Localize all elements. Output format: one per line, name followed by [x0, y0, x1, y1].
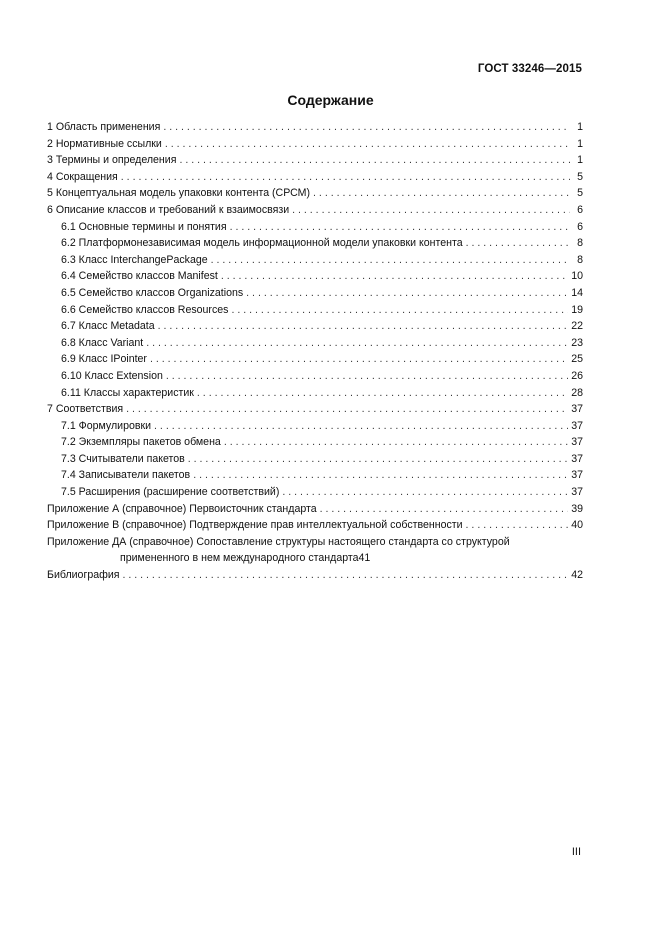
toc-entry[interactable] [47, 418, 583, 435]
dot-leader [230, 219, 570, 236]
toc-entry-text: 7.2 Экземпляры пакетов обмена [61, 436, 221, 449]
toc-entry-page: 41 [358, 552, 371, 565]
toc-entry-text: 4 Сокращения [47, 170, 118, 183]
toc-entry-text: Библиография [47, 569, 120, 582]
dot-leader [163, 119, 570, 136]
toc-entry-page: 25 [571, 353, 583, 366]
toc-entry[interactable] [47, 252, 583, 269]
toc-entry[interactable] [47, 185, 583, 202]
toc-entry[interactable] [47, 368, 583, 385]
toc-entry[interactable] [47, 434, 583, 451]
toc-entry-page: 1 [577, 154, 583, 167]
toc-entry-page: 28 [571, 386, 583, 399]
toc-entry-page: 37 [571, 469, 583, 482]
toc-entry-page: 26 [571, 369, 583, 382]
toc-entry-text: 1 Область применения [47, 121, 161, 133]
toc-entry-text: 3 Термины и определения [47, 154, 177, 167]
toc-entry[interactable] [47, 152, 583, 169]
dot-leader [211, 252, 570, 269]
toc-entry-page: 37 [571, 403, 583, 416]
dot-leader [320, 501, 569, 518]
dot-leader [231, 302, 568, 319]
toc-entry-page: 22 [571, 320, 583, 333]
toc-entry[interactable] [47, 119, 583, 136]
toc-entry-text: 7.5 Расширения (расширение соответствий) [61, 486, 280, 499]
toc-entry[interactable] [47, 285, 583, 302]
toc-entry-text: Приложение А (справочное) Первоисточник стандарта [47, 502, 317, 515]
toc-entry-text: 2 Нормативные ссылки [47, 137, 162, 150]
toc-entry[interactable] [47, 302, 583, 319]
toc-entry[interactable] [47, 351, 583, 368]
toc-entry-page: 1 [577, 121, 583, 133]
toc-entry[interactable] [47, 517, 583, 534]
dot-leader [179, 152, 570, 169]
dot-leader [197, 385, 568, 402]
toc-entry[interactable] [47, 202, 583, 219]
toc-entry-page: 5 [577, 170, 583, 183]
toc-entry[interactable] [47, 169, 583, 186]
toc-entry-text-cont: примененного в нем международного стандарта [120, 552, 359, 565]
toc-entry-appendix-da[interactable] [47, 534, 583, 567]
toc-entry-text: 6.5 Семейство классов Organizations [61, 286, 244, 299]
dot-leader [146, 335, 568, 352]
toc-entry-text: 7.4 Записыватели пакетов [61, 469, 191, 482]
toc-entry[interactable] [47, 268, 583, 285]
toc-entry-page: 37 [571, 452, 583, 465]
toc-entry-page: 39 [571, 502, 583, 515]
toc-entry[interactable] [47, 385, 583, 402]
dot-leader [466, 517, 569, 534]
dot-leader [122, 567, 568, 584]
toc-entry-text: 5 Концептуальная модель упаковки контента (СРСМ) [47, 187, 311, 200]
toc-entry-text: 7 Соответствия [47, 403, 124, 416]
toc-entry[interactable] [47, 484, 583, 501]
dot-leader [221, 268, 568, 285]
toc-entry-page: 42 [571, 569, 583, 582]
dot-leader [246, 285, 568, 302]
dot-leader [158, 318, 569, 335]
dot-leader [466, 235, 570, 252]
toc-entry-text: 6.10 Класс Extension [61, 369, 163, 382]
dot-leader [292, 202, 570, 219]
toc-entry-text: 6.4 Семейство классов Manifest [61, 270, 218, 283]
dot-leader [282, 484, 568, 501]
toc-entry[interactable] [47, 235, 583, 252]
dot-leader [121, 169, 570, 186]
toc-entry-page: 19 [571, 303, 583, 316]
toc-entry-text: Приложение ДА (справочное) Сопоставление структуры настоящего стандарта со структурой [47, 535, 510, 548]
toc-entry-text: 6.7 Класс Metadata [61, 320, 155, 333]
toc-entry-page: 40 [571, 519, 583, 532]
toc-entry-text: Приложение В (справочное) Подтверждение прав интеллектуальной собственности [47, 519, 463, 532]
dot-leader [150, 351, 568, 368]
toc-entry-page: 6 [577, 203, 583, 216]
toc-entry-page: 37 [571, 436, 583, 449]
toc-entry-text: 6 Описание классов и требований к взаимосвязи [47, 203, 290, 216]
toc-entry-page: 14 [571, 286, 583, 299]
toc-entry-page: 5 [577, 187, 583, 200]
dot-leader [126, 401, 568, 418]
toc-entry-text: 6.11 Классы характеристик [61, 386, 194, 399]
dot-leader [224, 434, 568, 451]
toc-entry[interactable] [47, 335, 583, 352]
table-of-contents [47, 119, 583, 584]
toc-entry[interactable] [47, 451, 583, 468]
toc-entry[interactable] [47, 318, 583, 335]
toc-entry-text: 6.3 Класс InterchangePackage [61, 253, 208, 266]
toc-entry[interactable] [47, 219, 583, 236]
dot-leader [166, 368, 568, 385]
toc-entries [47, 119, 583, 534]
toc-entry-text: 7.3 Считыватели пакетов [61, 452, 185, 465]
dot-leader [313, 185, 570, 202]
toc-entry[interactable] [47, 136, 583, 153]
standard-code: ГОСТ 33246—2015 [477, 63, 582, 75]
toc-entry-text: 6.9 Класс IPointer [61, 353, 147, 366]
toc-entry-page: 10 [571, 270, 583, 283]
toc-entry[interactable] [47, 501, 583, 518]
toc-entry[interactable] [47, 401, 583, 418]
toc-entry-page: 37 [571, 486, 583, 499]
toc-entry-text: 6.8 Класс Variant [61, 336, 144, 349]
toc-entry-page: 1 [577, 137, 583, 150]
toc-entry-page: 23 [571, 336, 583, 349]
toc-entry-page: 37 [571, 419, 583, 432]
dot-leader [165, 136, 570, 153]
toc-entry-text: 6.6 Семейство классов Resources [61, 303, 229, 316]
dot-leader [193, 467, 568, 484]
toc-entry-page: 6 [577, 220, 583, 233]
toc-entry-text: 6.1 Основные термины и понятия [61, 220, 227, 233]
toc-entry-bibliography[interactable] [47, 567, 583, 584]
dot-leader [154, 418, 568, 435]
toc-entry[interactable] [47, 467, 583, 484]
toc-entry-page: 8 [577, 237, 583, 250]
dot-leader [188, 451, 568, 468]
toc-entry-page: 8 [577, 253, 583, 266]
toc-entry-text: 6.2 Платформонезависимая модель информационной модели упаковки контента [61, 237, 463, 250]
page-title: Содержание [287, 92, 374, 108]
toc-entry-text: 7.1 Формулировки [61, 419, 152, 432]
page-number: III [571, 846, 581, 858]
